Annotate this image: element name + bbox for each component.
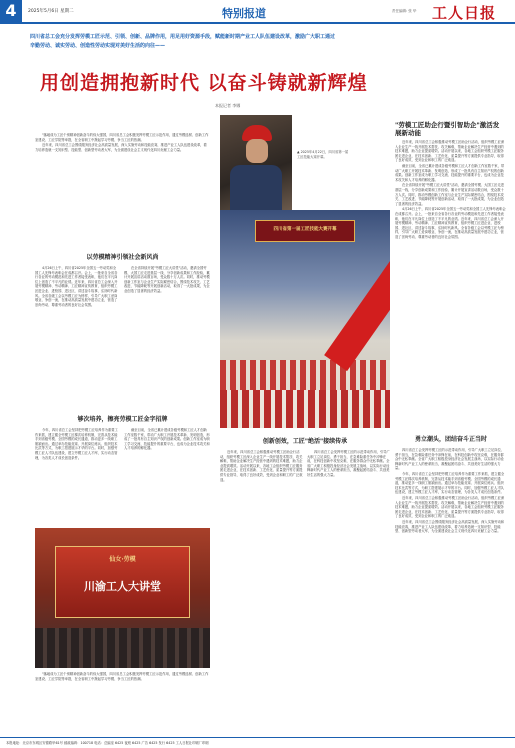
audience-shape [35, 628, 210, 668]
col-c-text: 今年，四川省总工会坚持把劳模工匠培养作为重要工作来抓，建立健全劳模工匠梯次培养机制，完善从技术能手到省级劳模、全国劳模的成长通道，推动更多一线职工脱颖而出。通过举办技能竞赛、开展岗位练兵、组织技术比武等方式，为职工搭建展示才华的平台。同时，加强劳模工匠人才队伍建设，建立劳模工匠人才库，实行动态管理，为各类人才成长创造条件。 [35, 428, 118, 460]
editor-credit: 责任编辑: 张 华 [392, 9, 417, 13]
footer-rule [0, 737, 515, 738]
diagonal-flag [324, 257, 390, 371]
lead-line-2: 辛勤劳动、诚实劳动、创造性劳动实现对美好生活的向往—— [30, 43, 166, 49]
right-lower-paragraph-1: 四川省总工会发挥劳模工匠的示范带动作用，引导广大职工立足岗位、勇于担当，在急难险重任务中冲锋在前，在科技创新中攻坚克难，在服务群众中无私奉献。全省广大职工积极投身经济社会发展主战场，以实际行动诠释新时代产业工人的使命担当，凝聚起团结奋斗、共创美好生活的强大力量。 [395, 448, 505, 471]
right-lower-paragraph-4: 近年来，四川省总工会围绕服务经济社会高质量发展，深入实施劳动和技能竞赛，推进产业工人队伍建设改革，着力培养造就一支知识型、技能型、创新型劳动者大军，为全面建设社会主义现代化四川贡献工会力量。 [395, 519, 505, 534]
lecture-label: 仙女·劳模 [109, 556, 136, 563]
col-e-text: 近年来，四川省总工会积极推动劳模工匠助企行活动，组织劳模工匠深入企业生产一线开展技术帮扶、攻关解难，帮助企业解决生产经营中遇到的技术难题，助力企业提质增效。活动开展以来，各地工会组织劳模工匠服务团走进企业，在技术创新、工艺优化、质量提升等方面提供专业指导，取得了良好成效，受到企业和职工的广泛欢迎。 [220, 450, 303, 482]
right-column-text-1 [395, 140, 507, 430]
intro-paragraph-2: 近年来，四川省总工会围绕服务经济社会高质量发展，深入实施劳动和技能竞赛，推进产业工人队伍建设改革，着力培养造就一支知识型、技能型、创新型劳动者大军，为全面建设社会主义现代化四川贡献工会力量。 [35, 143, 207, 152]
ceremony-photo [220, 210, 390, 428]
right-lower-paragraph-3: 近年来，四川省总工会积极推动劳模工匠助企行活动，组织劳模工匠深入企业生产一线开展技术帮扶、攻关解难，帮助企业解决生产经营中遇到的技术难题，助力企业提质增效。活动开展以来，各地工会组织劳模工匠服务团走进企业，在技术创新、工艺优化、质量提升等方面提供专业指导，取得了良好成效，受到企业和职工的广泛欢迎。 [395, 495, 505, 519]
crowd-row-2 [220, 390, 390, 428]
headline: 用创造拥抱新时代 以奋斗铸就新辉煌 [40, 72, 368, 94]
right-column-text-2 [395, 448, 507, 738]
lecture-title: 川渝工人大讲堂 [84, 580, 161, 593]
col-d-text: 截至目前，全省已累计建成各级劳模和工匠人才创新工作室数千家，带动广大职工开展技术革新、发明创造，形成了一批具有自主知识产权的创新成果。创新工作室成为职工学习交流、技能提升的重要平台，也成为企业技术攻关和人才培养的孵化器。 [124, 428, 210, 451]
section-label: 特别报道 [222, 7, 266, 20]
right-paragraph-2: 截至目前，全省已累计建成各级劳模和工匠人才创新工作室数千家，带动广大职工开展技术革新、发明创造，形成了一批具有自主知识产权的创新成果。创新工作室成为职工学习交流、技能提升的重要平台，也成为企业技术攻关和人才培养的孵化器。 [395, 163, 505, 182]
footer-text: 本报地址：北京市东城区安德路甲61号 邮政编码：100718 电话：总编室 6425 夜班 6425 广告 6425 发行 6425 工人日报社印刷厂印刷 [6, 741, 209, 745]
bottom-left-text: "落地成为工匠个别精神创新奋斗的伟大强国，四川省总工会积极发挥劳模工匠示范作用，通过劳模选树、创新工作室建设、工匠学院等举措，在全省职工中掀起学习劳模、争当工匠的热潮。 [35, 672, 209, 681]
col-a-text: 4月26日上午，四川省2025年全国五一劳动奖和全国工人先锋号表彰会在成都召开。会上，一批来自全省各行各业的劳动模范和先进工作者接受表彰，他们在平凡岗位上创造了不平凡的业绩。近年来，四川省总工会深入开展劳模精神、劳动精神、工匠精神宣传教育，组织劳模工匠进企业、进校园、进社区，讲述奋斗故事，弘扬时代新风。全省各级工会以劳模工匠为榜样，引导广大职工爱岗敬业、争创一流，在推动高质量发展中建功立业，营造了崇尚劳动、尊重劳动者的良好社会氛围。 [35, 266, 118, 307]
newspaper-logo: 工人日报 [432, 4, 497, 22]
col-f-text: 四川省总工会发挥劳模工匠的示范带动作用，引导广大职工立足岗位、勇于担当，在急难险重任务中冲锋在前，在科技创新中攻坚克难，在服务群众中无私奉献。全省广大职工积极投身经济社会发展主战场，以实际行动诠释新时代产业工人的使命担当，凝聚起团结奋斗、共创美好生活的强大力量。 [307, 450, 390, 477]
section-heading-5: 勇立潮头，团结奋斗正当时 [414, 436, 487, 443]
masthead [0, 0, 515, 22]
photo-caption: ▲ 2025年4月22日，四川省第一届工匠技能大赛开幕。 [297, 150, 349, 159]
worker-portrait-photo [220, 115, 292, 210]
body-shape [230, 165, 282, 210]
right-paragraph-1: 近年来，四川省总工会积极推动劳模工匠助企行活动，组织劳模工匠深入企业生产一线开展技术帮扶、攻关解难，帮助企业解决生产经营中遇到的技术难题，助力企业提质增效。活动开展以来，各地工会组织劳模工匠服务团走进企业，在技术创新、工艺优化、质量提升等方面提供专业指导，取得了良好成效，受到企业和职工的广泛欢迎。 [395, 140, 505, 163]
right-paragraph-3: 在全省持续开展"劳模工匠大讲堂"活动，邀请全国劳模、大国工匠走进基层一线，分享创新成果和工作经验，累计开展宣讲活动数百场，受众数十万人次。同时，推动劳模创新工作室与企业生产实际紧密结合，围绕技术攻关、工艺改进、节能降耗等开展创新活动，取得了一大批成果，为企业创造了显著的经济效益。 [395, 183, 504, 206]
section-heading-1: 以劳模精神引领社会新风尚 [86, 254, 159, 261]
lead-line-1: 四川省总工会充分发挥劳模工匠示范、引领、创新、品牌作用，用足用好资源手段，赋能新时期产业工人队伍建设改革，激励广大职工通过 [30, 34, 336, 40]
section-heading-4: "劳模工匠助企行暨引智助企"激活发展新动能 [395, 121, 500, 137]
face-shape [246, 139, 268, 163]
section-heading-2: 够次培养，擦亮劳模工匠金字招牌 [77, 416, 168, 423]
lecture-photo [35, 528, 210, 668]
section-heading-3: 创新创效，工匠"绝活"接续传承 [262, 438, 348, 445]
masthead-rule [0, 22, 515, 24]
right-paragraph-4: 4月26日上午，四川省2025年全国五一劳动奖和全国工人先锋号表彰会在成都召开。会上，一批来自全省各行各业的劳动模范和先进工作者接受表彰，他们在平凡岗位上创造了不平凡的业绩。近年来，四川省总工会深入开展劳模精神、劳动精神、工匠精神宣传教育，组织劳模工匠进企业、进校园、进社区，讲述奋斗故事，弘扬时代新风。全省各级工会以劳模工匠为榜样，引导广大职工爱岗敬业、争创一流，在推动高质量发展中建功立业，营造了崇尚劳动、尊重劳动者的良好社会氛围。 [395, 207, 506, 239]
right-lower-paragraph-2: 今年，四川省总工会坚持把劳模工匠培养作为重要工作来抓，建立健全劳模工匠梯次培养机制，完善从技术能手到省级劳模、全国劳模的成长通道，推动更多一线职工脱颖而出。通过举办技能竞赛、开展岗位练兵、组织技术比武等方式，为职工搭建展示才华的平台。同时，加强劳模工匠人才队伍建设，建立劳模工匠人才库，实行动态管理，为各类人才成长创造条件。 [395, 471, 505, 495]
issue-date: 2025年5月6日 星期二 [28, 9, 74, 14]
stage-banner-text: 四川省第一届工匠技能大赛开幕 [273, 227, 337, 232]
crowd-row-1 [220, 360, 390, 390]
col-b-text: 在全省持续开展"劳模工匠大讲堂"活动，邀请全国劳模、大国工匠走进基层一线，分享创新成果和工作经验，累计开展宣讲活动数百场，受众数十万人次。同时，推动劳模创新工作室与企业生产实际紧密结合，围绕技术攻关、工艺改进、节能降耗等开展创新活动，取得了一大批成果，为企业创造了显著的经济效益。 [124, 266, 210, 293]
byline: 本报记者 李娜 [215, 103, 241, 108]
intro-paragraph-1: "落地成为工匠个别精神创新奋斗的伟大强国，四川省总工会积极发挥劳模工匠示范作用，通过劳模选树、创新工作室建设、工匠学院等举措，在全省职工中掀起学习劳模、争当工匠的热潮。 [35, 133, 209, 142]
page-number: 4 [0, 0, 22, 22]
intro-text [35, 133, 210, 243]
